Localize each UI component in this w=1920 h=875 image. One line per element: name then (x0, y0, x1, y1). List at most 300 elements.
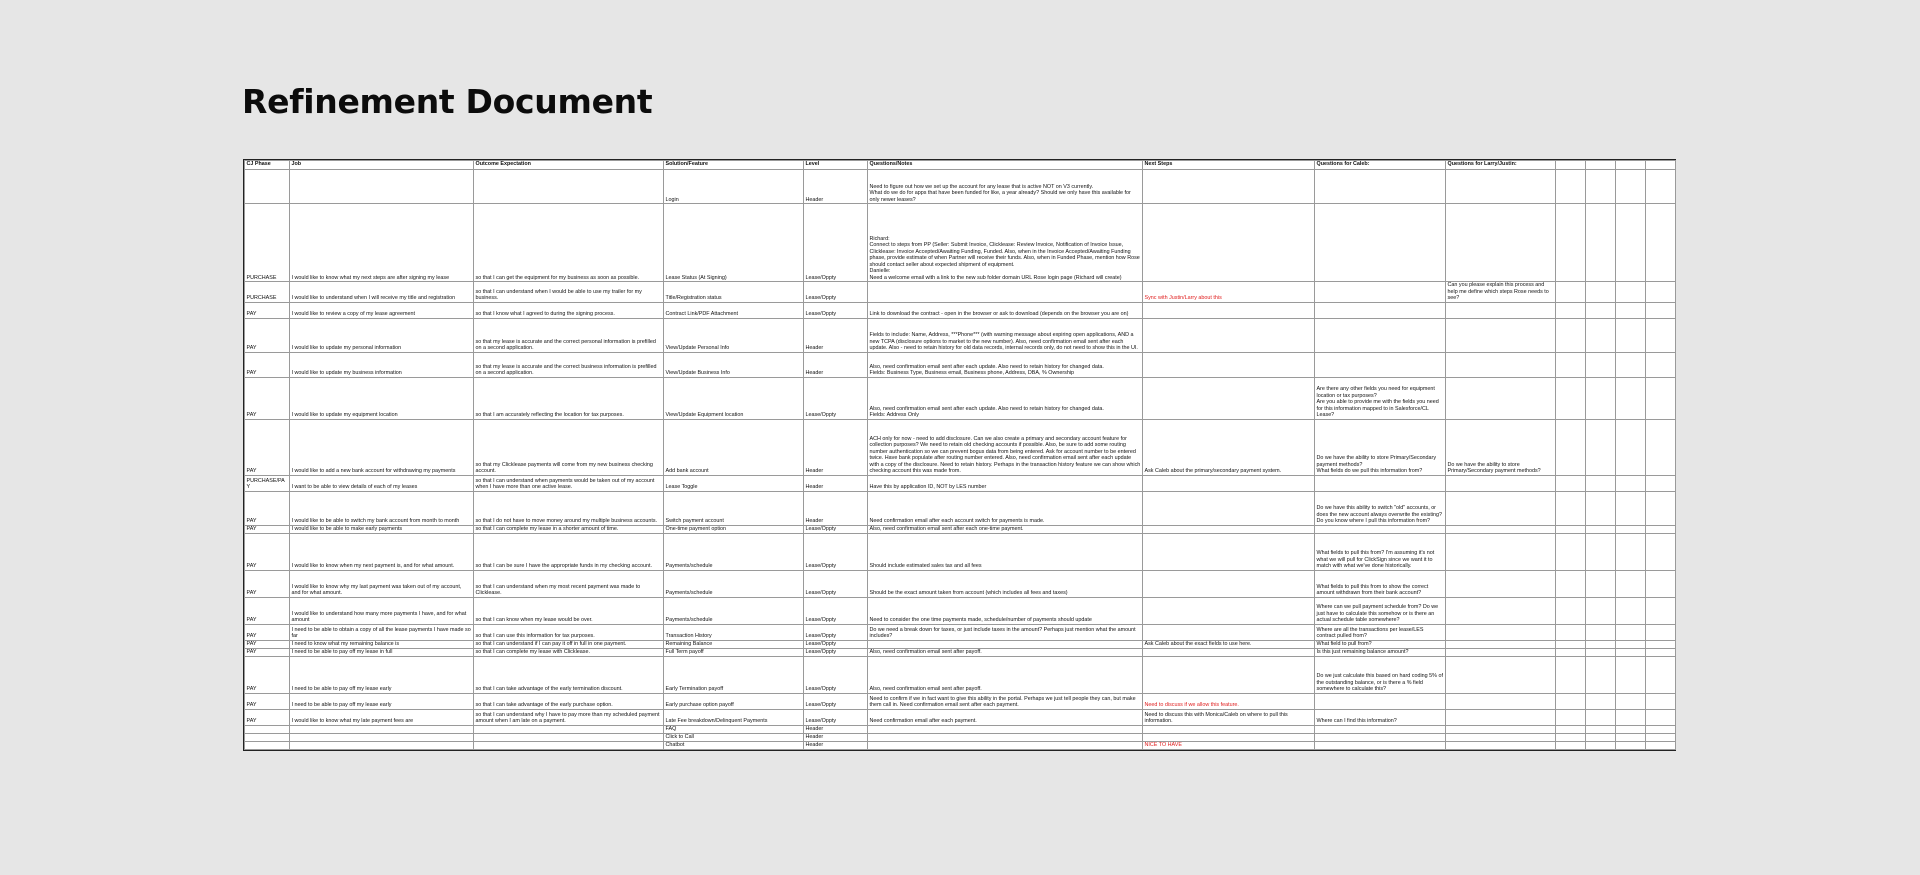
table-cell[interactable] (1556, 570, 1586, 597)
table-cell[interactable]: Are there any other fields you need for equipment location or tax purposes? Are you able to provide me with the fields you need for this information mapped to in Salesforce/CL Lease? (1315, 377, 1446, 419)
table-cell[interactable]: Do we have the ability to store Primary/Secondary payment methods? (1446, 419, 1556, 475)
table-cell[interactable] (1586, 377, 1616, 419)
table-cell[interactable]: PAY (245, 302, 290, 318)
table-cell[interactable] (1586, 282, 1616, 303)
table-cell[interactable] (1556, 302, 1586, 318)
table-cell[interactable] (1315, 204, 1446, 282)
table-cell[interactable] (868, 282, 1143, 303)
table-cell[interactable]: I need to be able to obtain a copy of all the lease payments I have made so far (290, 624, 474, 640)
table-cell[interactable]: so that I can use this information for tax purposes. (474, 624, 664, 640)
table-cell[interactable] (1586, 475, 1616, 491)
table-cell[interactable]: Lease/Oppty (804, 204, 868, 282)
table-cell[interactable]: NICE TO HAVE (1143, 741, 1315, 749)
table-cell[interactable] (1556, 170, 1586, 204)
table-cell[interactable] (1315, 733, 1446, 741)
table-cell[interactable]: so that I can understand when my most recent payment was made to Clicklease. (474, 570, 664, 597)
table-cell[interactable]: Lease/Oppty (804, 709, 868, 725)
table-cell[interactable]: I would like to add a new bank account for withdrawing my payments (290, 419, 474, 475)
table-cell[interactable] (1446, 624, 1556, 640)
table-cell[interactable]: Payments/schedule (664, 597, 804, 624)
table-cell[interactable]: PAY (245, 377, 290, 419)
table-cell[interactable] (474, 725, 664, 733)
table-cell[interactable] (1586, 597, 1616, 624)
table-cell[interactable] (1586, 741, 1616, 749)
table-cell[interactable] (1446, 741, 1556, 749)
table-cell[interactable] (1556, 352, 1586, 377)
table-cell[interactable] (1143, 352, 1315, 377)
column-header[interactable] (1646, 161, 1676, 170)
table-cell[interactable]: Sync with Justin/Larry about this (1143, 282, 1315, 303)
table-cell[interactable] (1586, 419, 1616, 475)
table-cell[interactable] (1586, 170, 1616, 204)
table-cell[interactable]: Remaining Balance (664, 640, 804, 648)
table-cell[interactable] (1556, 640, 1586, 648)
table-cell[interactable] (1315, 725, 1446, 733)
table-cell[interactable]: PAY (245, 693, 290, 709)
table-cell[interactable] (1586, 656, 1616, 693)
table-cell[interactable] (1646, 648, 1676, 656)
table-cell[interactable]: Richard: Connect to steps from PP (Seller: Submit Invoice, Clicklease: Review Invoice, Notification of Invoice Issue, Clicklease: Invoice Accepted/Awaiting Funding, Funded. Also, when in the Invoice Accepted/Awaiting Funding phase, provide estimate of when Partner will receive their funds. Also, when in Funded Phase, mention how Rose should contact seller about expected shipment of equipment. Danielle: Need a welcome email with a link to the new sub folder domain URL Rose login page (Richard will create) (868, 204, 1143, 282)
table-cell[interactable] (1616, 170, 1646, 204)
table-cell[interactable]: so that I can understand when payments would be taken out of my account when I have more than one active lease. (474, 475, 664, 491)
table-cell[interactable] (1143, 302, 1315, 318)
column-header[interactable] (1556, 161, 1586, 170)
table-cell[interactable]: so that I can understand when I would be able to use my trailer for my business. (474, 282, 664, 303)
table-cell[interactable]: so that I can be sure I have the appropriate funds in my checking account. (474, 533, 664, 570)
table-cell[interactable]: I would like to understand how many more payments I have, and for what amount (290, 597, 474, 624)
table-cell[interactable] (1556, 491, 1586, 525)
table-cell[interactable] (290, 741, 474, 749)
table-cell[interactable]: Where are all the transactions per lease/LES contract pulled from? (1315, 624, 1446, 640)
table-cell[interactable] (868, 741, 1143, 749)
table-cell[interactable]: Where can I find this information? (1315, 709, 1446, 725)
table-cell[interactable] (1616, 640, 1646, 648)
table-cell[interactable] (1616, 419, 1646, 475)
table-cell[interactable] (1556, 725, 1586, 733)
table-cell[interactable]: I would like to know what my late payment fees are (290, 709, 474, 725)
table-cell[interactable] (1586, 709, 1616, 725)
table-cell[interactable] (1646, 656, 1676, 693)
table-cell[interactable] (245, 725, 290, 733)
table-cell[interactable] (1586, 318, 1616, 352)
table-cell[interactable]: Late Fee breakdown/Delinquent Payments (664, 709, 804, 725)
table-cell[interactable]: I need to be able to pay off my lease early (290, 693, 474, 709)
table-cell[interactable] (1616, 597, 1646, 624)
table-cell[interactable] (1646, 318, 1676, 352)
table-cell[interactable]: Lease/Oppty (804, 656, 868, 693)
table-cell[interactable] (1446, 533, 1556, 570)
table-cell[interactable]: Payments/schedule (664, 533, 804, 570)
table-cell[interactable] (1586, 693, 1616, 709)
table-cell[interactable] (1616, 648, 1646, 656)
table-cell[interactable]: so that I can understand if I can pay it off in full in one payment. (474, 640, 664, 648)
column-header[interactable]: Questions/Notes (868, 161, 1143, 170)
table-cell[interactable] (1143, 624, 1315, 640)
table-cell[interactable]: Do we just calculate this based on hard coding 5% of the outstanding balance, or is there a % field somewhere to calculate this? (1315, 656, 1446, 693)
table-cell[interactable]: Can you please explain this process and help me define which steps Rose needs to see? (1446, 282, 1556, 303)
table-cell[interactable] (1446, 377, 1556, 419)
table-cell[interactable] (245, 741, 290, 749)
column-header[interactable]: Job (290, 161, 474, 170)
table-cell[interactable]: Ask Caleb about the primary/secondary payment system. (1143, 419, 1315, 475)
table-cell[interactable]: Lease/Oppty (804, 525, 868, 533)
table-cell[interactable]: so that I can get the equipment for my business as soon as possible. (474, 204, 664, 282)
table-cell[interactable]: PAY (245, 656, 290, 693)
table-cell[interactable]: One-time payment option (664, 525, 804, 533)
table-cell[interactable] (1556, 475, 1586, 491)
table-cell[interactable] (1556, 656, 1586, 693)
table-cell[interactable]: Lease/Oppty (804, 693, 868, 709)
table-cell[interactable] (1616, 693, 1646, 709)
table-cell[interactable]: Ask Caleb about the exact fields to use here. (1143, 640, 1315, 648)
column-header[interactable]: Solution/Feature (664, 161, 804, 170)
table-cell[interactable] (1143, 525, 1315, 533)
table-cell[interactable] (1446, 475, 1556, 491)
table-cell[interactable] (1616, 725, 1646, 733)
table-cell[interactable] (1446, 525, 1556, 533)
table-cell[interactable] (290, 725, 474, 733)
table-cell[interactable] (1586, 648, 1616, 656)
table-cell[interactable] (1646, 733, 1676, 741)
table-cell[interactable] (1646, 170, 1676, 204)
table-cell[interactable]: Also, need confirmation email sent after payoff. (868, 648, 1143, 656)
table-cell[interactable] (290, 733, 474, 741)
table-cell[interactable]: PAY (245, 709, 290, 725)
table-cell[interactable] (1143, 204, 1315, 282)
table-cell[interactable]: PAY (245, 624, 290, 640)
table-cell[interactable] (1556, 282, 1586, 303)
table-cell[interactable]: so that I know what I agreed to during the signing process. (474, 302, 664, 318)
table-cell[interactable]: Also, need confirmation email sent after each update. Also need to retain history for changed data. Fields: Address Only (868, 377, 1143, 419)
table-cell[interactable]: Header (804, 741, 868, 749)
table-cell[interactable]: Header (804, 352, 868, 377)
column-header[interactable]: Questions for Larry/Justin: (1446, 161, 1556, 170)
table-cell[interactable] (1616, 475, 1646, 491)
table-cell[interactable] (1315, 170, 1446, 204)
table-cell[interactable]: so that I can take advantage of the early purchase option. (474, 693, 664, 709)
column-header[interactable]: Level (804, 161, 868, 170)
table-cell[interactable] (290, 170, 474, 204)
table-cell[interactable] (1143, 656, 1315, 693)
table-cell[interactable] (1556, 741, 1586, 749)
table-cell[interactable] (1616, 533, 1646, 570)
table-cell[interactable]: Lease/Oppty (804, 302, 868, 318)
table-cell[interactable] (1556, 419, 1586, 475)
table-cell[interactable]: I need to know what my remaining balance is (290, 640, 474, 648)
table-cell[interactable] (1315, 282, 1446, 303)
table-cell[interactable] (1616, 570, 1646, 597)
table-cell[interactable] (1646, 533, 1676, 570)
table-cell[interactable] (1646, 491, 1676, 525)
table-cell[interactable] (1646, 377, 1676, 419)
table-cell[interactable] (1646, 624, 1676, 640)
table-cell[interactable]: so that my lease is accurate and the correct business information is prefilled on a second application. (474, 352, 664, 377)
table-cell[interactable] (1556, 648, 1586, 656)
table-cell[interactable] (1446, 491, 1556, 525)
table-cell[interactable]: View/Update Personal Info (664, 318, 804, 352)
table-cell[interactable]: Full Term payoff (664, 648, 804, 656)
table-cell[interactable]: I need to be able to pay off my lease early (290, 656, 474, 693)
table-cell[interactable] (474, 741, 664, 749)
table-cell[interactable]: Add bank account (664, 419, 804, 475)
table-cell[interactable]: so that my lease is accurate and the correct personal information is prefilled on a second application. (474, 318, 664, 352)
table-cell[interactable]: Should be the exact amount taken from account (which includes all fees and taxes) (868, 570, 1143, 597)
table-cell[interactable] (1143, 491, 1315, 525)
table-cell[interactable]: View/Update Equipment location (664, 377, 804, 419)
column-header[interactable] (1616, 161, 1646, 170)
table-cell[interactable] (474, 733, 664, 741)
table-cell[interactable]: Need to consider the one time payments made, schedule/number of payments should update (868, 597, 1143, 624)
table-cell[interactable] (1586, 302, 1616, 318)
table-cell[interactable]: Lease Status (At Signing) (664, 204, 804, 282)
table-cell[interactable]: so that I can know when my lease would be over. (474, 597, 664, 624)
table-cell[interactable]: Fields to include: Name, Address, ***Phone*** (with warning message about expiring open applications, AND a new TCPA (disclosure options to market to the new number). Also, need confirmation email sent after each update. Also - need to retain history for old data records, internal records only, do not need to show this in the UI. (868, 318, 1143, 352)
table-cell[interactable]: Header (804, 318, 868, 352)
table-cell[interactable]: PAY (245, 419, 290, 475)
table-cell[interactable] (1446, 656, 1556, 693)
table-cell[interactable]: Do we have this ability to switch "old" accounts, or does the new account always overwrite the existing? Do you know where I pull this information from? (1315, 491, 1446, 525)
table-cell[interactable]: Early Termination payoff (664, 656, 804, 693)
table-cell[interactable] (1556, 709, 1586, 725)
table-cell[interactable]: What fields to pull this from? I'm assuming it's not what we will pull for ClickSign since we want it to match with what we've done historically. (1315, 533, 1446, 570)
table-cell[interactable]: PURCHASE/PAY (245, 475, 290, 491)
table-cell[interactable] (1556, 733, 1586, 741)
table-cell[interactable]: Header (804, 725, 868, 733)
table-cell[interactable] (1616, 302, 1646, 318)
table-cell[interactable] (1646, 419, 1676, 475)
table-cell[interactable] (1556, 624, 1586, 640)
table-cell[interactable]: I would like to know when my next payment is, and for what amount. (290, 533, 474, 570)
table-cell[interactable]: so that I am accurately reflecting the location for tax purposes. (474, 377, 664, 419)
table-cell[interactable] (1646, 302, 1676, 318)
table-cell[interactable] (1315, 525, 1446, 533)
table-cell[interactable] (1646, 693, 1676, 709)
table-cell[interactable] (1143, 725, 1315, 733)
table-cell[interactable] (1646, 475, 1676, 491)
table-cell[interactable] (1616, 352, 1646, 377)
table-cell[interactable] (1646, 725, 1676, 733)
table-cell[interactable] (1646, 352, 1676, 377)
table-cell[interactable] (1446, 640, 1556, 648)
table-cell[interactable] (1446, 170, 1556, 204)
table-cell[interactable] (1143, 475, 1315, 491)
table-cell[interactable]: Should include estimated sales tax and all fees (868, 533, 1143, 570)
table-cell[interactable] (1556, 318, 1586, 352)
table-cell[interactable]: I would like to be able to make early payments (290, 525, 474, 533)
table-cell[interactable] (1646, 525, 1676, 533)
table-cell[interactable] (1556, 525, 1586, 533)
table-cell[interactable] (1446, 725, 1556, 733)
table-cell[interactable]: Need to discuss if we allow this feature. (1143, 693, 1315, 709)
table-cell[interactable] (1616, 624, 1646, 640)
column-header[interactable]: CJ Phase (245, 161, 290, 170)
table-cell[interactable] (1586, 570, 1616, 597)
table-cell[interactable]: PURCHASE (245, 204, 290, 282)
column-header[interactable] (1586, 161, 1616, 170)
table-cell[interactable] (1646, 709, 1676, 725)
table-cell[interactable]: FAQ (664, 725, 804, 733)
table-cell[interactable]: Chatbot (664, 741, 804, 749)
table-cell[interactable] (1646, 741, 1676, 749)
table-cell[interactable]: Click to Call (664, 733, 804, 741)
table-cell[interactable] (1315, 352, 1446, 377)
table-cell[interactable] (1556, 597, 1586, 624)
table-cell[interactable]: Need to figure out how we set up the account for any lease that is active NOT on V3 currently. What do we do for apps that have been funded for like, a year already? Should we only have this available for only newer leases? (868, 170, 1143, 204)
table-cell[interactable]: Lease/Oppty (804, 640, 868, 648)
table-cell[interactable] (1143, 597, 1315, 624)
table-cell[interactable] (1616, 377, 1646, 419)
table-cell[interactable] (868, 725, 1143, 733)
table-cell[interactable]: I need to be able to pay off my lease in full (290, 648, 474, 656)
table-cell[interactable] (1616, 318, 1646, 352)
table-cell[interactable]: Lease/Oppty (804, 624, 868, 640)
table-cell[interactable] (1616, 491, 1646, 525)
table-cell[interactable] (1446, 570, 1556, 597)
table-cell[interactable] (1143, 170, 1315, 204)
table-cell[interactable] (1446, 318, 1556, 352)
table-cell[interactable]: I would like to understand when I will receive my title and registration (290, 282, 474, 303)
table-cell[interactable] (474, 170, 664, 204)
table-cell[interactable]: Lease/Oppty (804, 377, 868, 419)
table-cell[interactable]: Header (804, 475, 868, 491)
table-cell[interactable]: Is this just remaining balance amount? (1315, 648, 1446, 656)
table-cell[interactable] (1586, 733, 1616, 741)
table-cell[interactable]: I would like to be able to switch my bank account from month to month (290, 491, 474, 525)
table-cell[interactable] (1586, 204, 1616, 282)
table-cell[interactable] (1616, 656, 1646, 693)
table-cell[interactable]: I would like to update my equipment location (290, 377, 474, 419)
table-cell[interactable] (1446, 597, 1556, 624)
table-cell[interactable] (1586, 624, 1616, 640)
table-cell[interactable]: PAY (245, 525, 290, 533)
table-cell[interactable] (1143, 570, 1315, 597)
table-cell[interactable]: PURCHASE (245, 282, 290, 303)
table-cell[interactable]: Header (804, 170, 868, 204)
table-cell[interactable] (1446, 204, 1556, 282)
table-cell[interactable]: ACH only for now - need to add disclosure. Can we also create a primary and secondary account feature for collection purposes? We need to retain old checking accounts if possible. Also, be sure to add some routing number authentication so we can prevent bogus data from being entered. Ask for account number to be entered twice. Have bank populate after routing number entered. Also, need confirmation email sent after each update with a copy of the disclosure. Need to retain history. Perhaps in the transaction history feature we can show which checking account this was made from. (868, 419, 1143, 475)
table-cell[interactable]: Lease/Oppty (804, 570, 868, 597)
table-cell[interactable]: so that I can understand why I have to pay more than my scheduled payment amount when I am late on a payment. (474, 709, 664, 725)
table-cell[interactable] (1446, 693, 1556, 709)
table-cell[interactable] (1315, 302, 1446, 318)
table-cell[interactable]: Have this by application ID, NOT by LES number (868, 475, 1143, 491)
table-cell[interactable] (1446, 648, 1556, 656)
table-cell[interactable]: PAY (245, 640, 290, 648)
table-cell[interactable] (1315, 318, 1446, 352)
table-cell[interactable] (1586, 491, 1616, 525)
table-cell[interactable]: Also, need confirmation email sent after each one-time payment. (868, 525, 1143, 533)
table-cell[interactable]: so that I can complete my lease in a shorter amount of time. (474, 525, 664, 533)
table-cell[interactable]: Lease Toggle (664, 475, 804, 491)
table-cell[interactable] (1616, 741, 1646, 749)
column-header[interactable]: Questions for Caleb: (1315, 161, 1446, 170)
table-cell[interactable] (1646, 597, 1676, 624)
table-cell[interactable] (868, 733, 1143, 741)
table-cell[interactable] (1586, 640, 1616, 648)
table-cell[interactable]: I want to be able to view details of each of my leases (290, 475, 474, 491)
table-cell[interactable]: Link to download the contract - open in the browser or ask to download (depends on the browser you are on) (868, 302, 1143, 318)
table-cell[interactable]: Where can we pull payment schedule from? Do we just have to calculate this somehow or is there an actual schedule table somewhere? (1315, 597, 1446, 624)
table-cell[interactable]: Title/Registration status (664, 282, 804, 303)
table-cell[interactable] (1586, 525, 1616, 533)
table-cell[interactable] (1616, 282, 1646, 303)
table-cell[interactable]: Payments/schedule (664, 570, 804, 597)
table-cell[interactable]: Do we have the ability to store Primary/Secondary payment methods? What fields do we pull this information from? (1315, 419, 1446, 475)
table-cell[interactable]: Need to discuss this with Monica/Caleb on where to pull this information. (1143, 709, 1315, 725)
table-cell[interactable]: Login (664, 170, 804, 204)
table-cell[interactable] (868, 640, 1143, 648)
table-cell[interactable] (1556, 693, 1586, 709)
table-cell[interactable]: Header (804, 419, 868, 475)
table-cell[interactable]: so that I do not have to move money around my multiple business accounts. (474, 491, 664, 525)
table-cell[interactable] (1646, 640, 1676, 648)
table-cell[interactable] (1143, 318, 1315, 352)
table-cell[interactable]: Switch payment account (664, 491, 804, 525)
table-cell[interactable]: so that I can take advantage of the early termination discount. (474, 656, 664, 693)
table-cell[interactable]: Need confirmation email after each payment. (868, 709, 1143, 725)
table-cell[interactable] (1586, 725, 1616, 733)
table-cell[interactable]: What fields to pull this from to show the correct amount withdrawn from their bank account? (1315, 570, 1446, 597)
table-cell[interactable] (1446, 352, 1556, 377)
table-cell[interactable] (1616, 709, 1646, 725)
table-cell[interactable] (245, 733, 290, 741)
table-cell[interactable] (245, 170, 290, 204)
column-header[interactable]: Next Steps (1143, 161, 1315, 170)
table-cell[interactable]: Header (804, 733, 868, 741)
table-cell[interactable]: I would like to know what my next steps are after signing my lease (290, 204, 474, 282)
table-cell[interactable]: Need confirmation email after each account switch for payments is made. (868, 491, 1143, 525)
table-cell[interactable]: Also, need confirmation email sent after payoff. (868, 656, 1143, 693)
table-cell[interactable]: PAY (245, 648, 290, 656)
table-cell[interactable]: Do we need a break down for taxes, or just include taxes in the amount? Perhaps just mention what the amount includes? (868, 624, 1143, 640)
table-cell[interactable]: Contract Link/PDF Attachment (664, 302, 804, 318)
table-cell[interactable] (1446, 709, 1556, 725)
table-cell[interactable]: I would like to update my business information (290, 352, 474, 377)
table-cell[interactable] (1616, 204, 1646, 282)
table-cell[interactable] (1586, 352, 1616, 377)
table-cell[interactable]: PAY (245, 597, 290, 624)
table-cell[interactable] (1616, 733, 1646, 741)
table-cell[interactable] (1143, 533, 1315, 570)
table-cell[interactable]: PAY (245, 533, 290, 570)
table-cell[interactable]: Also, need confirmation email sent after each update. Also need to retain history for changed data. Fields: Business Type, Business email, Business phone, Address, DBA, % Ownership (868, 352, 1143, 377)
table-cell[interactable] (1646, 282, 1676, 303)
table-cell[interactable] (1556, 204, 1586, 282)
table-cell[interactable] (1315, 475, 1446, 491)
table-cell[interactable]: Lease/Oppty (804, 533, 868, 570)
table-cell[interactable]: I would like to know why my last payment was taken out of my account, and for what amount. (290, 570, 474, 597)
table-cell[interactable] (1143, 377, 1315, 419)
table-cell[interactable]: Need to confirm if we in fact want to give this ability in the portal. Perhaps we just tell people they can, but make them call in. Need confirmation email sent after each payment. (868, 693, 1143, 709)
table-cell[interactable]: PAY (245, 491, 290, 525)
table-cell[interactable] (1646, 570, 1676, 597)
table-cell[interactable] (1446, 302, 1556, 318)
table-cell[interactable]: View/Update Business Info (664, 352, 804, 377)
table-cell[interactable]: so that my Clicklease payments will come from my new business checking account. (474, 419, 664, 475)
table-cell[interactable]: PAY (245, 352, 290, 377)
table-cell[interactable]: I would like to update my personal information (290, 318, 474, 352)
table-cell[interactable]: Lease/Oppty (804, 282, 868, 303)
table-cell[interactable]: so that I can complete my lease with Clicklease. (474, 648, 664, 656)
table-cell[interactable] (1616, 525, 1646, 533)
table-cell[interactable] (1556, 377, 1586, 419)
table-cell[interactable] (1315, 693, 1446, 709)
table-cell[interactable]: Early purchase option payoff (664, 693, 804, 709)
table-cell[interactable]: PAY (245, 318, 290, 352)
table-cell[interactable]: Header (804, 491, 868, 525)
table-cell[interactable] (1556, 533, 1586, 570)
table-cell[interactable] (1143, 648, 1315, 656)
